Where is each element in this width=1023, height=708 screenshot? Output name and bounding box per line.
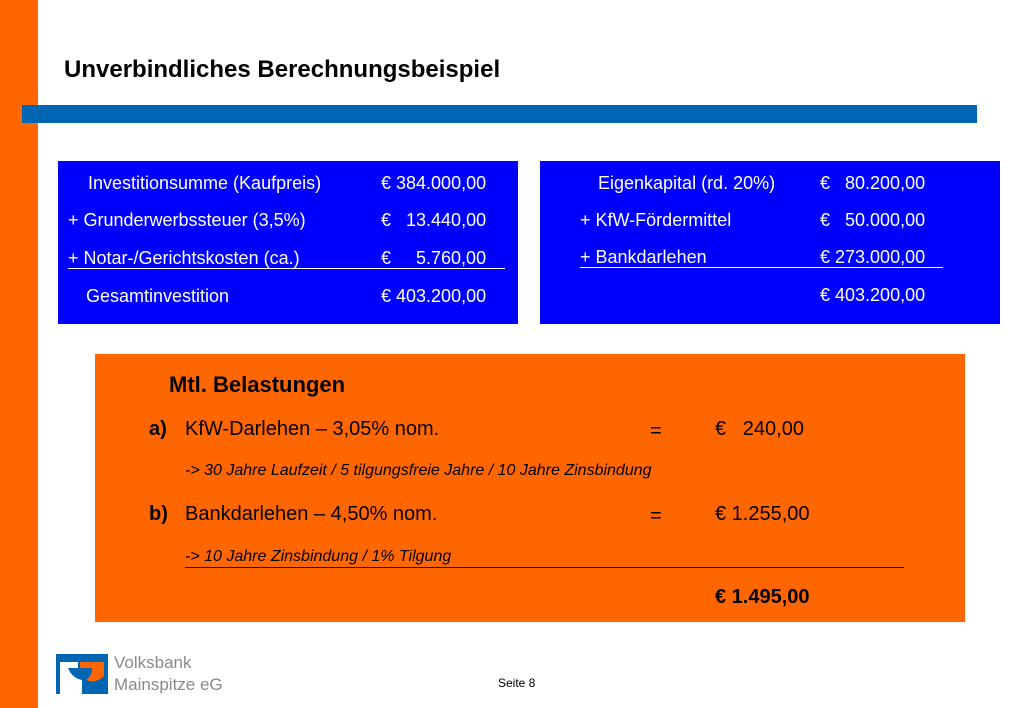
financing-row	[540, 283, 1000, 307]
financing-row	[540, 171, 1000, 195]
financing-value: € 80.200,00	[820, 173, 926, 193]
financing-label: Eigenkapital (rd. 20%)	[598, 173, 776, 193]
investment-value: € 5.760,00	[381, 248, 487, 268]
financing-row	[540, 245, 1000, 269]
investment-value: € 403.200,00	[381, 286, 487, 306]
financing-label: + KfW-Fördermittel	[580, 210, 732, 230]
investment-label: + Grunderwerbssteuer (3,5%)	[68, 210, 306, 230]
investment-value: € 13.440,00	[381, 210, 487, 230]
bank-name	[114, 652, 223, 696]
investment-label: Investitionsumme (Kaufpreis)	[88, 173, 322, 193]
financing-value: € 50.000,00	[820, 210, 926, 230]
item-letter: a)	[149, 418, 167, 440]
investment-row	[58, 246, 518, 270]
investment-value: € 384.000,00	[381, 173, 487, 193]
belastungen-box	[95, 354, 965, 622]
page-number: Seite 8	[498, 676, 536, 690]
item-equals: =	[650, 420, 662, 442]
investment-label: + Notar-/Gerichtskosten (ca.)	[68, 248, 300, 268]
page-title: Unverbindliches Berechnungsbeispiel	[64, 56, 501, 83]
item-equals: =	[650, 505, 662, 527]
investment-row	[58, 284, 518, 308]
item-note: -> 30 Jahre Laufzeit / 5 tilgungsfreie Jahre / 10 Jahre Zinsbindung	[185, 462, 652, 479]
belastungen-total: € 1.495,00	[715, 586, 810, 608]
item-text: KfW-Darlehen – 3,05% nom.	[185, 418, 440, 440]
investment-label: Gesamtinvestition	[86, 286, 230, 306]
item-note: -> 10 Jahre Zinsbindung / 1% Tilgung	[185, 548, 452, 565]
investment-row	[58, 171, 518, 195]
financing-value: € 273.000,00	[820, 247, 926, 267]
item-text: Bankdarlehen – 4,50% nom.	[185, 503, 438, 525]
bank-name-line1: Volksbank	[114, 653, 192, 672]
item-value: € 240,00	[715, 418, 804, 440]
investment-box	[58, 161, 518, 324]
investment-sum-line	[68, 268, 505, 269]
belastungen-title: Mtl. Belastungen	[169, 372, 346, 397]
volksbank-logo-icon	[56, 654, 108, 694]
financing-box	[540, 161, 1000, 324]
belastungen-sum-line	[185, 567, 904, 568]
financing-value: € 403.200,00	[820, 285, 926, 305]
financing-label: + Bankdarlehen	[580, 247, 707, 267]
title-divider	[22, 105, 977, 123]
item-letter: b)	[149, 503, 168, 525]
financing-sum-line	[580, 267, 943, 268]
bank-name-line2: Mainspitze eG	[114, 675, 223, 694]
financing-row	[540, 208, 1000, 232]
investment-row	[58, 208, 518, 232]
item-value: € 1.255,00	[715, 503, 810, 525]
